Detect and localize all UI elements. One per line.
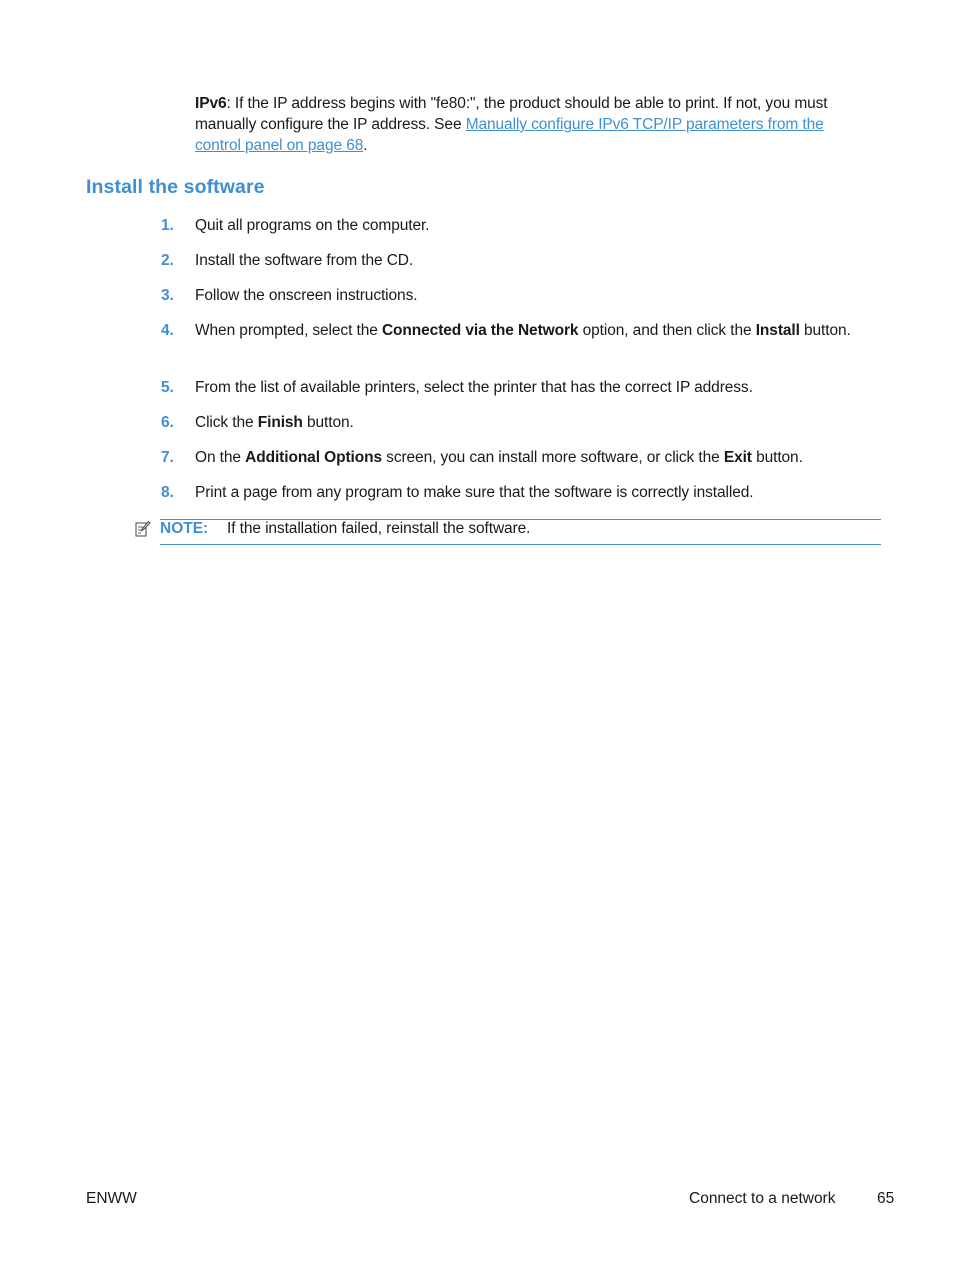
additional-options-screen-label: Additional Options [245,449,382,466]
ipv6-paragraph [195,93,865,156]
step-text-run: button. [302,414,354,431]
step-number: 3. [161,287,174,304]
step-text-run: button. [751,449,803,466]
footer-locale-code: ENWW [86,1190,137,1207]
step-text-run: On the [195,449,246,466]
step-text-run: Follow the onscreen instructions. [195,287,418,304]
note-text: If the installation failed, reinstall the software. [227,520,531,537]
section-heading: Install the software [86,176,265,198]
step-text-run: Click the [195,414,258,431]
step-number: 8. [161,484,174,501]
step-number: 1. [161,217,174,234]
install-button-label: Install [755,322,800,339]
step-text-run: Install the software from the CD. [195,252,414,269]
step-number: 4. [161,322,174,339]
step-text [195,320,860,341]
step-text-run: screen, you can install more software, or click the [381,449,724,466]
step-number: 6. [161,414,174,431]
step-text [195,412,860,433]
connected-via-network-option-label: Connected via the Network [381,322,579,339]
note-bottom-divider [160,544,881,545]
exit-button-label: Exit [723,449,752,466]
footer-section-title: Connect to a network [689,1190,836,1207]
note-pencil-icon [135,520,151,538]
step-text-run: option, and then click the [578,322,756,339]
step-number: 7. [161,449,174,466]
ipv6-text-end: . [363,137,368,154]
step-number: 2. [161,252,174,269]
step-text [195,215,860,236]
step-text [195,447,860,468]
step-text [195,377,860,398]
step-text-run: Quit all programs on the computer. [195,217,430,234]
finish-button-label: Finish [257,414,303,431]
step-text-run: From the list of available printers, select the printer that has the correct IP address. [195,379,753,396]
step-text-run: When prompted, select the [195,322,382,339]
ipv6-text: : If the IP address begins with "fe80:", the product should be able to print. If not, you must manually configure the IP address. See [195,95,828,133]
note-label: NOTE: [160,520,209,537]
step-text [195,285,860,306]
step-text [195,250,860,271]
footer-page-number: 65 [877,1190,895,1207]
step-number: 5. [161,379,174,396]
ipv6-manual-config-link[interactable]: Manually configure IPv6 TCP/IP parameters from the control panel on page 68 [195,116,824,154]
step-text-run: Print a page from any program to make sure that the software is correctly installed. [195,484,754,501]
ipv6-label: IPv6 [195,95,227,112]
step-text [195,482,860,503]
step-text-run: button. [799,322,851,339]
